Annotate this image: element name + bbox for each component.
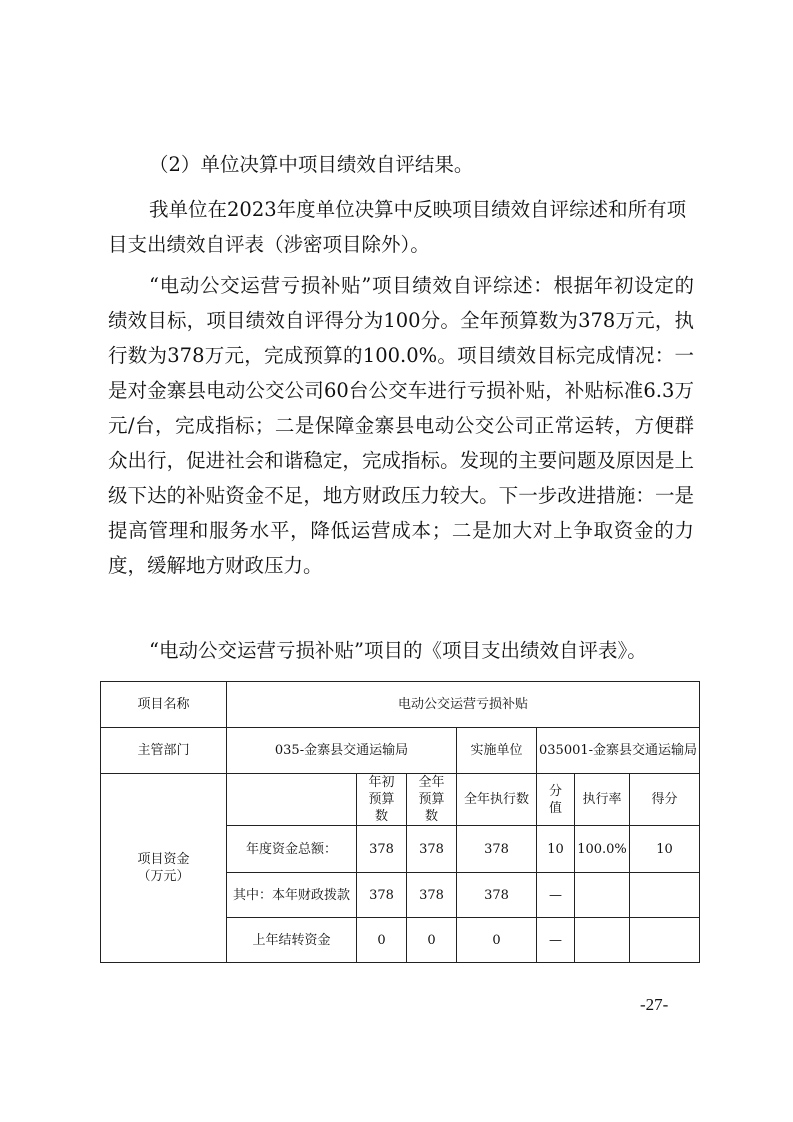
- cell-full-exec: 378: [457, 826, 537, 873]
- project-name-label: 项目名称: [101, 682, 227, 728]
- cell-score-value: —: [537, 873, 575, 918]
- row-label: 上年结转资金: [227, 918, 357, 963]
- cell-score: [630, 873, 700, 918]
- page-number: -27-: [640, 995, 669, 1014]
- header-score-value: [537, 774, 575, 826]
- performance-table: [100, 681, 700, 963]
- header-score-value-text: 分值: [548, 783, 562, 816]
- dept-label: 主管部门: [101, 728, 227, 774]
- project-name-value: 电动公交运营亏损补贴: [227, 682, 700, 728]
- dept-value: 035-金寨县交通运输局: [227, 728, 457, 774]
- cell-full-exec: 0: [457, 918, 537, 963]
- intro-paragraph: 我单位在2023年度单位决算中反映项目绩效自评综述和所有项目支出绩效自评表（涉密项目除外）。: [108, 198, 687, 256]
- header-score: 得分: [630, 774, 700, 826]
- table-caption: “电动公交运营亏损补贴”项目的《项目支出绩效自评表》。: [149, 639, 647, 662]
- header-blank-cell: [227, 774, 357, 826]
- cell-full-budget: 378: [407, 873, 457, 918]
- cell-annual-budget: 378: [357, 826, 407, 873]
- impl-label: 实施单位: [457, 728, 537, 774]
- cell-exec-rate: [575, 873, 630, 918]
- cell-score: [630, 918, 700, 963]
- table-header-row: [101, 774, 700, 826]
- header-annual-budget-text: 年初预算数: [368, 775, 395, 824]
- cell-full-budget: 0: [407, 918, 457, 963]
- cell-full-exec: 378: [457, 873, 537, 918]
- header-exec-rate: 执行率: [575, 774, 630, 826]
- impl-value: 035001-金寨县交通运输局: [537, 728, 700, 774]
- row-label: 其中：本年财政拨款: [227, 873, 357, 918]
- cell-exec-rate: [575, 918, 630, 963]
- table-row: [101, 728, 700, 774]
- header-full-exec: 全年执行数: [457, 774, 537, 826]
- header-annual-budget: [357, 774, 407, 826]
- cell-annual-budget: 0: [357, 918, 407, 963]
- cell-score-value: 10: [537, 826, 575, 873]
- cell-annual-budget: 378: [357, 873, 407, 918]
- section-heading: （2）单位决算中项目绩效自评结果。: [149, 153, 474, 176]
- funds-label-text: 项目资金（万元）: [137, 852, 190, 884]
- cell-exec-rate: 100.0%: [575, 826, 630, 873]
- cell-score-value: —: [537, 918, 575, 963]
- summary-paragraph: “电动公交运营亏损补贴”项目绩效自评综述：根据年初设定的绩效目标，项目绩效自评得分为100分。全年预算数为378万元，执行数为378万元，完成预算的100.0%。项目绩效目标完成情况：一是对金寨县电动公交公司60台公交车进行亏损补贴，补贴标准6.3万元/台，完成指标；二是保障金寨县电动公交公司正常运转，方便群众出行，促进社会和谐稳定，完成指标。发现的主要问题及原因是上级下达的补贴资金不足，地方财政压力较大。下一步改进措施：一是提高管理和服务水平，降低运营成本；二是加大对上争取资金的力度，缓解地方财政压力。: [108, 274, 694, 577]
- row-label: 年度资金总额：: [227, 826, 357, 873]
- header-full-budget-text: 全年预算数: [418, 775, 445, 824]
- header-full-budget: [407, 774, 457, 826]
- cell-score: 10: [630, 826, 700, 873]
- funds-label: [101, 774, 227, 963]
- table-row: [101, 682, 700, 728]
- cell-full-budget: 378: [407, 826, 457, 873]
